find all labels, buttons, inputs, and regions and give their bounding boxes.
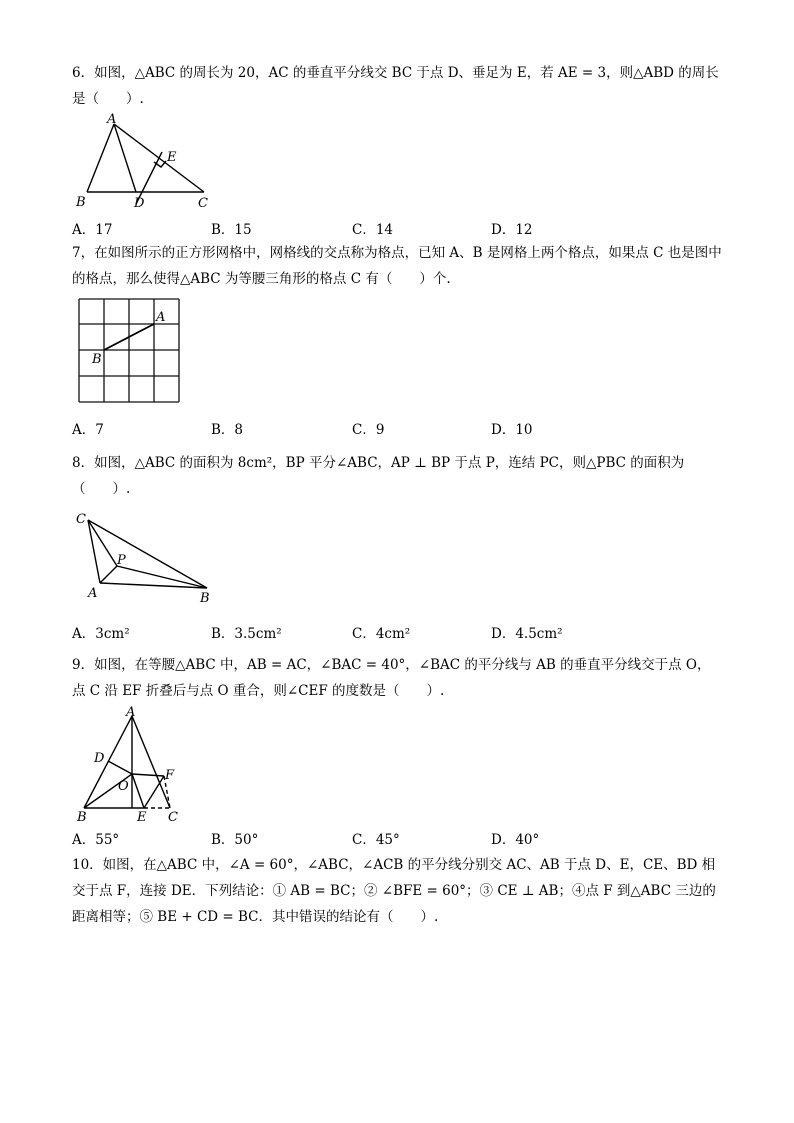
q9-segment-oe xyxy=(132,774,144,808)
question-10-text: 10．如图，在△ABC 中，∠A = 60°，∠ABC，∠ACB 的平分线分别交 AC、AB 于点 D、E，CE、BD 相交于点 F，连接 DE．下列结论：① AB = BC；② ∠BFE = 60°；③ CE ⊥ AB；④点 F 到△ABC 三边的距离相等；⑤ BE + CD = BC．其中错误的结论有（ ）. xyxy=(72,857,716,925)
q8-option-c[interactable]: C．4cm² xyxy=(352,626,411,642)
q9-label-d: D xyxy=(94,751,105,766)
q9-option-d[interactable]: D．40° xyxy=(491,832,540,848)
question-8-options xyxy=(72,622,722,644)
q9-label-b: B xyxy=(77,810,87,825)
question-6-figure xyxy=(74,112,224,214)
question-8-figure xyxy=(72,508,222,608)
question-7-text: 7，在如图所示的正方形网格中，网格线的交点称为格点，已知 A、B 是网格上两个格点，如果点 C 也是图中的格点，那么使得△ABC 为等腰三角形的格点 C 有（ ）个. xyxy=(72,245,722,287)
q9-option-b[interactable]: B．50° xyxy=(211,832,259,848)
q7-option-d[interactable]: D．10 xyxy=(491,422,533,438)
q6-label-c: C xyxy=(198,196,208,211)
question-9-options xyxy=(72,828,722,850)
q6-label-b: B xyxy=(76,195,86,210)
question-9-text: 9．如图，在等腰△ABC 中，AB = AC，∠BAC = 40°，∠BAC 的平分线与 AB 的垂直平分线交于点 O，点 C 沿 EF 折叠后与点 O 重合，则∠CEF 的度数是（ ）. xyxy=(72,657,711,699)
q8-option-b[interactable]: B．3.5cm² xyxy=(211,626,282,642)
q8-label-c: C xyxy=(76,512,86,527)
q9-label-c: C xyxy=(168,810,178,825)
question-7-figure xyxy=(74,294,186,408)
question-9-figure xyxy=(74,704,194,826)
q7-label-a: A xyxy=(156,310,166,325)
q8-segment-ap xyxy=(100,566,117,583)
q7-label-b: B xyxy=(92,352,102,367)
q8-option-d[interactable]: D．4.5cm² xyxy=(491,626,563,642)
q9-label-o: O xyxy=(118,779,129,794)
q9-label-e: E xyxy=(137,810,147,825)
q9-fold-line-ef xyxy=(144,776,164,808)
q7-option-b[interactable]: B．8 xyxy=(211,422,244,438)
q7-option-c[interactable]: C．9 xyxy=(352,422,385,438)
question-7-options xyxy=(72,418,722,440)
q8-label-b: B xyxy=(200,591,210,606)
q9-perpendicular-bisector xyxy=(108,761,132,774)
q9-edge-ab xyxy=(84,716,132,808)
q6-option-a[interactable]: A．17 xyxy=(72,222,113,238)
q6-option-d[interactable]: D．12 xyxy=(491,222,533,238)
q6-option-b[interactable]: B．15 xyxy=(211,222,252,238)
question-6-options xyxy=(72,218,722,240)
q9-edge-ac xyxy=(132,716,170,808)
q6-edge-ab xyxy=(87,124,114,192)
q6-option-c[interactable]: C．14 xyxy=(352,222,394,238)
question-8-text: 8．如图，△ABC 的面积为 8cm²，BP 平分∠ABC，AP ⊥ BP 于点 P，连结 PC，则△PBC 的面积为（ ）. xyxy=(72,455,685,497)
q7-option-a[interactable]: A．7 xyxy=(72,422,104,438)
q8-label-a: A xyxy=(88,586,98,601)
q9-segment-of xyxy=(132,774,164,776)
q8-label-p: P xyxy=(117,553,126,568)
q9-option-c[interactable]: C．45° xyxy=(352,832,400,848)
q9-label-f: F xyxy=(165,768,175,783)
q6-label-e: E xyxy=(167,150,177,165)
q6-label-a: A xyxy=(107,112,117,127)
question-6-text: 6．如图，△ABC 的周长为 20，AC 的垂直平分线交 BC 于点 D、垂足为 E，若 AE = 3，则△ABD 的周长是（ ）. xyxy=(72,65,719,107)
q6-label-d: D xyxy=(134,196,145,211)
q9-label-a: A xyxy=(126,705,136,720)
q6-segment-ad xyxy=(114,124,136,192)
q9-option-a[interactable]: A．55° xyxy=(72,832,120,848)
q8-option-a[interactable]: A．3cm² xyxy=(72,626,130,642)
